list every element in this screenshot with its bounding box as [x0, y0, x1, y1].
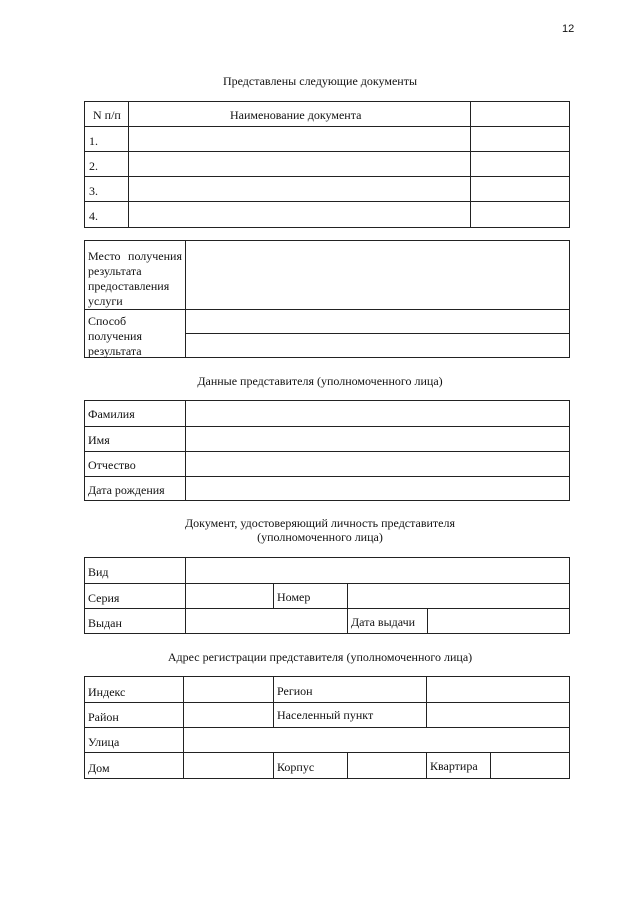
name-label: Имя — [88, 433, 110, 447]
document-type-field[interactable] — [186, 558, 569, 583]
row-number: 1. — [89, 134, 98, 148]
row-number: 4. — [89, 209, 98, 223]
district-field[interactable] — [184, 703, 273, 727]
result-place-field[interactable] — [186, 241, 569, 309]
issued-by-label: Выдан — [88, 616, 122, 630]
building-field[interactable] — [348, 753, 426, 779]
birth-date-label: Дата рождения — [88, 483, 165, 497]
issued-by-field[interactable] — [186, 609, 347, 634]
result-method-field[interactable] — [186, 310, 569, 333]
number-label: Номер — [277, 590, 311, 604]
house-label: Дом — [88, 761, 110, 775]
number-field[interactable] — [348, 584, 569, 608]
result-place-label: Место получения результата предоставления услуги — [88, 249, 182, 308]
patronymic-field[interactable] — [186, 452, 569, 476]
patronymic-label: Отчество — [88, 458, 136, 472]
district-label: Район — [88, 710, 119, 724]
address-table — [84, 676, 570, 779]
document-name-field[interactable] — [129, 202, 470, 228]
name-field[interactable] — [186, 427, 569, 451]
identity-document-table — [84, 557, 570, 634]
locality-label: Населенный пункт — [277, 708, 374, 722]
region-field[interactable] — [427, 677, 569, 702]
result-delivery-table — [84, 240, 570, 358]
representative-table — [84, 400, 570, 501]
page-number: 12 — [562, 23, 575, 35]
issue-date-label: Дата выдачи — [351, 615, 416, 629]
identity-heading-line1: Документ, удостоверяющий личность представителя — [184, 516, 456, 530]
surname-label: Фамилия — [88, 407, 135, 421]
result-method-field[interactable] — [186, 334, 569, 358]
locality-field[interactable] — [427, 703, 569, 727]
index-label: Индекс — [88, 685, 126, 699]
documents-table — [84, 101, 570, 228]
series-field[interactable] — [186, 584, 273, 608]
document-name-field[interactable] — [129, 127, 470, 151]
apartment-label: Квартира — [430, 759, 478, 773]
address-heading: Адрес регистрации представителя (уполномоченного лица) — [167, 650, 473, 664]
document-type-label: Вид — [88, 565, 109, 579]
building-label: Корпус — [277, 760, 315, 774]
documents-heading: Представлены следующие документы — [222, 74, 418, 88]
issue-date-field[interactable] — [428, 609, 569, 634]
identity-heading-line2: (уполномоченного лица) — [257, 530, 383, 544]
birth-date-field[interactable] — [186, 477, 569, 501]
street-field[interactable] — [184, 728, 569, 752]
street-label: Улица — [88, 735, 120, 749]
index-field[interactable] — [184, 677, 273, 702]
region-label: Регион — [277, 684, 313, 698]
representative-heading: Данные представителя (уполномоченного лица) — [197, 374, 443, 388]
row-number: 3. — [89, 184, 98, 198]
document-name-field[interactable] — [129, 177, 470, 201]
series-label: Серия — [88, 591, 120, 605]
document-name-field[interactable] — [129, 152, 470, 176]
house-field[interactable] — [184, 753, 273, 779]
surname-field[interactable] — [186, 401, 569, 426]
row-number: 2. — [89, 159, 98, 173]
apartment-field[interactable] — [491, 753, 569, 779]
column-header-number: N п/п — [93, 108, 121, 122]
result-method-label: Способ получения результата — [88, 314, 142, 358]
column-header-document-name: Наименование документа — [230, 108, 362, 122]
